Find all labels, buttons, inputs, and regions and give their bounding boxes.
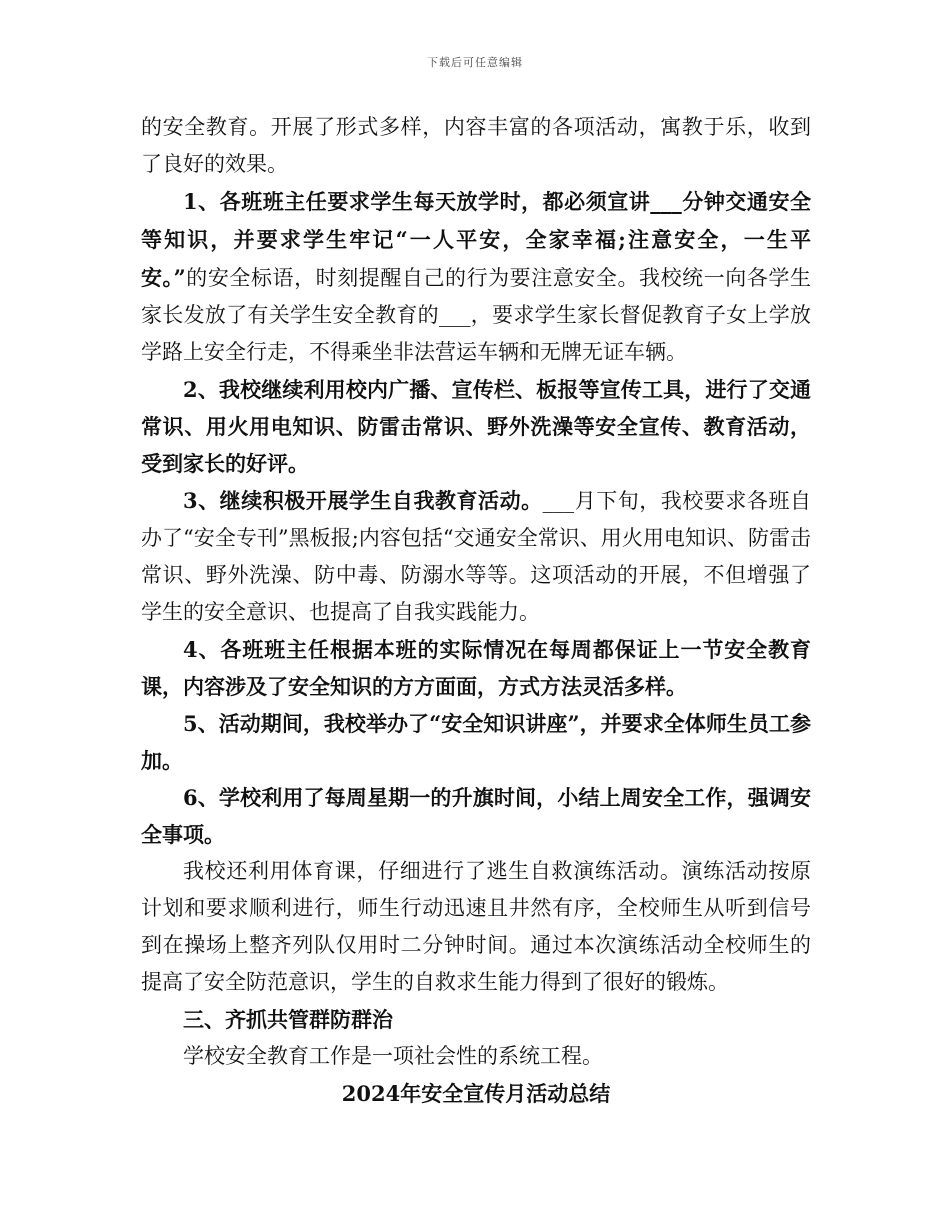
paragraph-intro: 的安全教育。开展了形式多样，内容丰富的各项活动，寓教于乐，收到了良好的效果。 [141,115,811,176]
paragraph-item-4: 4、各班班主任根据本班的实际情况在每周都保证上一节安全教育课，内容涉及了安全知识的方方面面，方式方法灵活多样。 [141,637,811,699]
paragraph-drill: 我校还利用体育课，仔细进行了逃生自救演练活动。演练活动按原计划和要求顺利进行，师生行动迅速且井然有序，全校师生从听到信号到在操场上整齐列队仅用时二分钟时间。通过本次演练活动全校师生的提高了安全防范意识，学生的自救求生能力得到了很好的锻炼。 [141,859,811,994]
item-1-normal-text: 的安全标语，时刻提醒自己的行为要注意安全。我校统一向各学生家长发放了有关学生安全教育的___，要求学生家长督促教育子女上学放学路上安全行走，不得乘坐非法营运车辆和无牌无证车辆。 [141,266,811,364]
section-heading: 三、齐抓共管群防群治 [183,1007,393,1032]
document-body [141,109,811,1112]
paragraph-item-3 [141,482,811,631]
paragraph-item-6: 6、学校利用了每周星期一的升旗时间，小结上周安全工作，强调安全事项。 [141,785,811,847]
paragraph-item-1 [141,183,811,371]
item-1-bold-text: 1、各班班主任要求学生每天放学时，都必须宣讲___分钟交通安全等知识，并要求学生牢记“一人平安，全家幸福;注意安全，一生平安。” [141,189,811,290]
document-title: 2024年安全宣传月活动总结 [341,1081,611,1106]
item-3-bold-text: 3、继续积极开展学生自我教育活动。 [183,488,543,513]
paragraph-system: 学校安全教育工作是一项社会性的系统工程。 [183,1044,603,1068]
paragraph-item-5: 5、活动期间，我校举办了“安全知识讲座”，并要求全体师生员工参加。 [141,711,811,773]
page-header: 下载后可任意编辑 [427,56,523,69]
item-3-normal-text: ___月下旬，我校要求各班自办了“安全专刊”黑板报;内容包括“交通安全常识、用火用电知识、防雷击常识、野外洗澡、防中毒、防溺水等等。这项活动的开展，不但增强了学生的安全意识、也提高了自我实践能力。 [141,489,811,624]
paragraph-item-2: 2、我校继续利用校内广播、宣传栏、板报等宣传工具，进行了交通常识、用火用电知识、防雷击常识、野外洗澡等安全宣传、教育活动，受到家长的好评。 [141,377,811,476]
